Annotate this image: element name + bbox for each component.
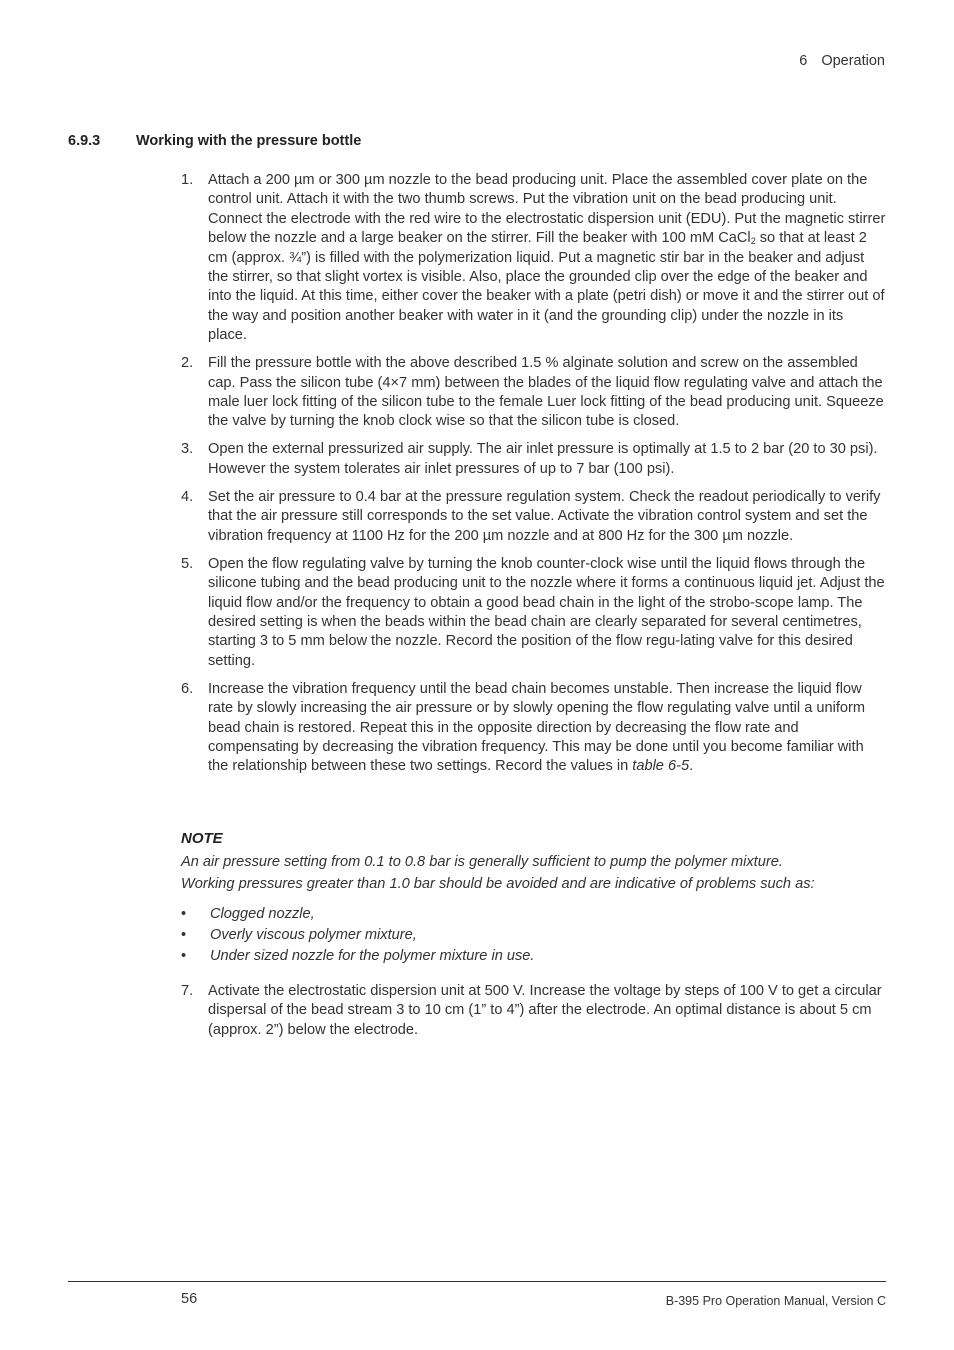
step-number: 2.: [181, 355, 194, 372]
step-3: [181, 440, 886, 479]
step-5: [181, 555, 886, 671]
bullet-icon: •: [181, 926, 187, 943]
section-number: 6.9.3: [68, 133, 101, 149]
chapter-number: 6: [799, 53, 808, 69]
step-text: Fill the pressure bottle with the above described 1.5 % alginate solution and screw on the assembled cap. Pass the silicon tube (4×7 mm) between the blades of the liquid flow regulating valve and attach the male luer lock fitting of the silicon tube to the female Luer lock fitting of the bead producing unit. Squeeze the valve by turning the knob clock wise so that the silicon tube is closed.: [208, 355, 884, 430]
step-text: Activate the electrostatic dispersion unit at 500 V. Increase the voltage by steps of 100 V to get a circular dispersal of the bead stream 3 to 10 cm (1” to 4”) after the electrode. An optimal distance is about 5 cm (approx. 2”) below the electrode.: [208, 983, 882, 1038]
step-text: Increase the vibration frequency until the bead chain becomes unstable. Then increase the liquid flow rate by slowly increasing the air pressure or by slowly opening the flow regulating valve until a uniform bead chain is restored. Repeat this in the opposite direction by decreasing the flow rate and compensating by decreasing the vibration frequency. This may be done until you become familiar with the relationship between these two settings. Record the values in table 6-5.: [208, 680, 866, 775]
note-bullet-list: [181, 904, 886, 968]
chapter-title: Operation: [821, 53, 885, 69]
section-heading: [68, 133, 361, 149]
note-line-2: Working pressures greater than 1.0 bar should be avoided and are indicative of problems such as:: [181, 876, 815, 892]
step-text: Attach a 200 µm or 300 µm nozzle to the bead producing unit. Place the assembled cover plate on the control unit. Attach it with the two thumb screws. Put the vibration unit on the bead producing unit. Connect the electrode with the red wire to the electrostatic dispersion unit (EDU). Put the magnetic stirrer below the nozzle and a large beaker on the stirrer. Fill the beaker with 100 mM CaCl$_2$ so that at least 2 cm (approx. ¾”) is filled with the polymerization liquid. Put a magnetic stir bar in the beaker and adjust the stirrer, so that slight vortex is visible. Also, place the grounded clip over the edge of the beaker and into the liquid. At this time, either cover the beaker with a plate (petri dish) or move it and the stirrer out of the way and position another beaker with water in it (and the grounding clip) under the nozzle in its place.: [208, 172, 886, 344]
bullet-icon: •: [181, 905, 187, 922]
note-line-1: An air pressure setting from 0.1 to 0.8 bar is generally sufficient to pump the polymer mixture.: [181, 853, 783, 870]
footer-divider: [68, 1281, 886, 1282]
step-number: 4.: [181, 488, 194, 505]
step-2: [181, 354, 886, 432]
procedure-steps: [181, 171, 886, 785]
subscript: 2: [750, 236, 756, 247]
list-item: • Clogged nozzle,: [181, 904, 886, 925]
step-1: [181, 171, 886, 346]
step-number: 3.: [181, 441, 194, 458]
step-text: Open the external pressurized air supply. The air inlet pressure is optimally at 1.5 to 2 bar (20 to 30 psi). However the system tolerates air inlet pressures of up to 7 bar (100 psi).: [208, 441, 878, 477]
procedure-steps-continued: [181, 982, 886, 1049]
note-title: NOTE: [181, 830, 223, 847]
running-header: [799, 53, 885, 69]
list-item: • Under sized nozzle for the polymer mixture in use.: [181, 946, 886, 967]
step-7: [181, 982, 886, 1040]
step-text: Open the flow regulating valve by turning the knob counter-clock wise until the liquid flows through the silicone tubing and the bead producing unit to the nozzle where it forms a continuous liquid jet. Adjust the liquid flow and/or the frequency to obtain a good bead chain in the light of the strobo-scope lamp. The desired setting is when the beads within the bead chain are clearly separated for several centimetres, starting 3 to 5 mm below the nozzle. Record the position of the flow regu-lating valve for this desired setting.: [208, 555, 885, 669]
list-item: • Overly viscous polymer mixture,: [181, 925, 886, 946]
table-reference-link[interactable]: table 6-5: [632, 758, 690, 775]
step-6: [181, 680, 886, 777]
step-number: 6.: [181, 680, 194, 697]
footer-manual-title: B-395 Pro Operation Manual, Version C: [665, 1294, 886, 1308]
bullet-icon: •: [181, 948, 187, 965]
step-4: [181, 488, 886, 546]
step-number: 7.: [181, 983, 194, 999]
page-number: 56: [181, 1291, 198, 1307]
note-box: [181, 828, 886, 968]
step-number: 5.: [181, 555, 194, 572]
step-number: 1.: [181, 172, 194, 188]
step-text: Set the air pressure to 0.4 bar at the pressure regulation system. Check the readout periodically to verify that the air pressure still corresponds to the set value. Activate the vibration control system and set the vibration frequency at 1100 Hz for the 200 µm nozzle and at 800 Hz for the 300 µm nozzle.: [208, 488, 881, 544]
section-title: Working with the pressure bottle: [136, 133, 362, 149]
